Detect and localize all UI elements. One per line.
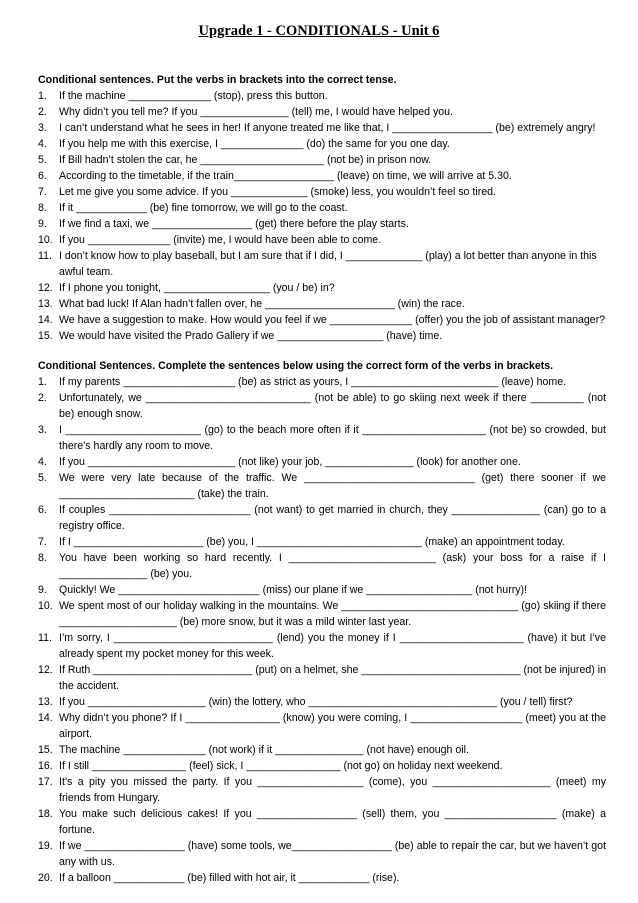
exercise-item: [38, 328, 606, 344]
exercise-item: [38, 454, 606, 470]
item-text: I can’t understand what he sees in her! If anyone treated me like that, I _________________ (be) extremely angry!: [59, 122, 596, 134]
item-number: 14.: [38, 314, 53, 326]
exercise-item: [38, 838, 606, 870]
item-number: 7.: [38, 536, 47, 548]
item-text: If I phone you tonight, __________________ (you / be) in?: [59, 282, 335, 294]
item-number: 4.: [38, 456, 47, 468]
item-number: 18.: [38, 808, 53, 820]
item-text: Quickly! We ________________________ (miss) our plane if we __________________ (not hurry)!: [59, 584, 528, 596]
section-2: [38, 358, 606, 886]
section-1: [38, 72, 606, 344]
item-text: If you _________________________ (not like) your job, _______________ (look) for another one.: [59, 456, 521, 468]
item-text: I’m sorry, I ___________________________ (lend) you the money if I _____________________ (have) it but I’ve already spent my pocket money for this week.: [59, 632, 606, 660]
item-number: 11.: [38, 632, 52, 644]
item-number: 12.: [38, 664, 53, 676]
exercise-item: [38, 216, 606, 232]
item-number: 2.: [38, 106, 47, 118]
item-number: 15.: [38, 744, 53, 756]
item-text: We have a suggestion to make. How would you feel if we ______________ (offer) you the job of assistant manager?: [59, 314, 606, 326]
section-1-list: [38, 88, 606, 344]
exercise-item: [38, 136, 606, 152]
exercise-item: [38, 312, 606, 328]
exercise-item: [38, 534, 606, 550]
exercise-item: [38, 88, 606, 104]
exercise-item: [38, 232, 606, 248]
section-2-list: [38, 374, 606, 886]
item-number: 13.: [38, 298, 53, 310]
exercise-item: [38, 806, 606, 838]
item-text: If you help me with this exercise, I ______________ (do) the same for you one day.: [59, 138, 450, 150]
section-2-heading: Conditional Sentences. Complete the sentences below using the correct form of the verbs in brackets.: [38, 360, 554, 372]
section-1-heading: Conditional sentences. Put the verbs in brackets into the correct tense.: [38, 74, 397, 86]
exercise-item: [38, 200, 606, 216]
item-text: You have been working so hard recently. I _________________________ (ask) your boss for a raise if I _______________ (be) you.: [59, 552, 606, 580]
item-number: 8.: [38, 552, 47, 564]
item-number: 3.: [38, 424, 47, 436]
item-text: According to the timetable, if the train_________________ (leave) on time, we will arrive at 5.30.: [59, 170, 512, 182]
item-text: Let me give you some advice. If you _____________ (smoke) less, you wouldn’t feel so tired.: [59, 186, 496, 198]
item-number: 1.: [38, 376, 47, 388]
item-text: If you ______________ (invite) me, I would have been able to come.: [59, 234, 382, 246]
item-text: If a balloon ____________ (be) filled with hot air, it ____________ (rise).: [59, 872, 400, 884]
exercise-item: [38, 774, 606, 806]
item-number: 15.: [38, 330, 53, 342]
exercise-item: [38, 470, 606, 502]
item-number: 20.: [38, 872, 53, 884]
item-text: Why didn’t you tell me? If you _______________ (tell) me, I would have helped you.: [59, 106, 453, 118]
item-number: 9.: [38, 218, 47, 230]
item-text: We were very late because of the traffic. We _____________________________ (get) there sooner if we _______________________ (take) the train.: [59, 472, 606, 500]
item-text: Why didn’t you phone? If I ________________ (know) you were coming, I ___________________ (meet) you at the airport.: [59, 712, 606, 740]
exercise-item: [38, 662, 606, 694]
exercise-item: [38, 630, 606, 662]
item-number: 17.: [38, 776, 53, 788]
item-text: We would have visited the Prado Gallery if we __________________ (have) time.: [59, 330, 443, 342]
exercise-item: [38, 280, 606, 296]
exercise-item: [38, 694, 606, 710]
item-number: 8.: [38, 202, 47, 214]
item-number: 5.: [38, 472, 47, 484]
item-text: If we find a taxi, we _________________ (get) there before the play starts.: [59, 218, 409, 230]
item-text: We spent most of our holiday walking in the mountains. We ______________________________ (go) skiing if there ____________________ (be) more snow, but it was a mild winter last year.: [59, 600, 606, 628]
exercise-item: [38, 502, 606, 534]
item-text: If Ruth ___________________________ (put) on a helmet, she ___________________________ (not be injured) in the accident.: [59, 664, 606, 692]
item-number: 5.: [38, 154, 47, 166]
exercise-item: [38, 374, 606, 390]
item-number: 9.: [38, 584, 47, 596]
exercise-item: [38, 168, 606, 184]
exercise-item: [38, 550, 606, 582]
item-text: If Bill hadn’t stolen the car, he _____________________ (not be) in prison now.: [59, 154, 432, 166]
item-text: What bad luck! If Alan hadn’t fallen over, he ______________________ (win) the race.: [59, 298, 465, 310]
exercise-item: [38, 422, 606, 454]
exercise-item: [38, 742, 606, 758]
item-text: I _______________________ (go) to the beach more often if it _____________________ (not be) so crowded, but there’s hardly any room to move.: [59, 424, 606, 452]
item-text: If I still ________________ (feel) sick, I ________________ (not go) on holiday next weekend.: [59, 760, 503, 772]
exercise-item: [38, 598, 606, 630]
item-number: 7.: [38, 186, 47, 198]
item-number: 13.: [38, 696, 53, 708]
item-text: The machine ______________ (not work) if it _______________ (not have) enough oil.: [59, 744, 469, 756]
item-number: 14.: [38, 712, 53, 724]
item-text: If you ____________________ (win) the lottery, who ________________________________ (you / tell) first?: [59, 696, 573, 708]
page-title: Upgrade 1 - CONDITIONALS - Unit 6: [198, 23, 440, 39]
item-number: 16.: [38, 760, 53, 772]
item-text: You make such delicious cakes! If you _________________ (sell) them, you ___________________ (make) a fortune.: [59, 808, 606, 836]
exercise-item: [38, 120, 606, 136]
item-text: If my parents ___________________ (be) as strict as yours, I _________________________ (leave) home.: [59, 376, 567, 388]
item-number: 12.: [38, 282, 53, 294]
item-number: 1.: [38, 90, 47, 102]
item-text: If couples ________________________ (not want) to get married in church, they _______________ (can) go to a registry office.: [59, 504, 606, 532]
item-text: Unfortunately, we ____________________________ (not be able) to go skiing next week if there _________ (not be) enough snow.: [59, 392, 606, 420]
item-number: 10.: [38, 600, 53, 612]
item-number: 11.: [38, 250, 52, 262]
item-text: If it ____________ (be) fine tomorrow, we will go to the coast.: [59, 202, 348, 214]
exercise-item: [38, 758, 606, 774]
item-number: 4.: [38, 138, 47, 150]
exercise-item: [38, 390, 606, 422]
item-text: It’s a pity you missed the party. If you __________________ (come), you ____________________ (meet) my friends from Hungary.: [59, 776, 606, 804]
exercise-item: [38, 184, 606, 200]
item-number: 2.: [38, 392, 47, 404]
item-text: I don’t know how to play baseball, but I am sure that if I did, I _____________ (play) a lot better than anyone in this awful team.: [59, 250, 597, 278]
item-text: If we _________________ (have) some tools, we_________________ (be) able to repair the car, but we haven’t got any with us.: [59, 840, 606, 868]
item-text: If I ______________________ (be) you, I ____________________________ (make) an appointment today.: [59, 536, 565, 548]
item-number: 6.: [38, 504, 47, 516]
item-text: If the machine ______________ (stop), press this button.: [59, 90, 328, 102]
exercise-item: [38, 248, 606, 280]
exercise-item: [38, 582, 606, 598]
exercise-item: [38, 870, 606, 886]
exercise-item: [38, 710, 606, 742]
item-number: 6.: [38, 170, 47, 182]
exercise-item: [38, 296, 606, 312]
exercise-item: [38, 152, 606, 168]
item-number: 3.: [38, 122, 47, 134]
item-number: 19.: [38, 840, 53, 852]
exercise-item: [38, 104, 606, 120]
item-number: 10.: [38, 234, 53, 246]
